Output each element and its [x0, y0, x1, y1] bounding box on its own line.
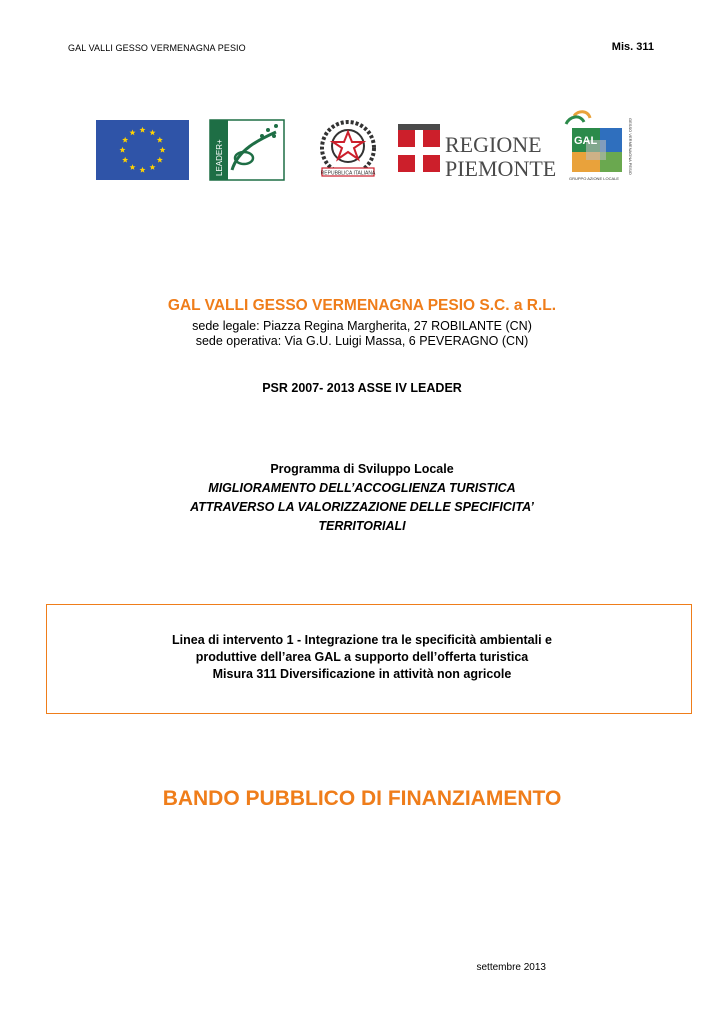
psr-title: PSR 2007- 2013 ASSE IV LEADER: [262, 381, 462, 395]
header-org-name: GAL VALLI GESSO VERMENAGNA PESIO: [68, 43, 246, 53]
programma-line1: MIGLIORAMENTO DELL’ACCOGLIENZA TURISTICA: [208, 481, 516, 495]
programma-block: [0, 460, 724, 536]
gal-side-text: GESSO VERMENAGNA PESIO: [628, 118, 633, 175]
regione-piemonte-logo: [398, 124, 556, 181]
org-name: GAL VALLI GESSO VERMENAGNA PESIO S.C. a R.L.: [167, 297, 557, 314]
leader-logo: [210, 120, 284, 180]
italy-emblem-icon: [321, 122, 376, 177]
sede-legale: sede legale: Piazza Regina Margherita, 27 ROBILANTE (CN): [192, 319, 532, 333]
linea-line1: Linea di intervento 1 - Integrazione tra le specificità ambientali e: [172, 633, 552, 647]
regione-line2: PIEMONTE: [445, 156, 557, 181]
italy-emblem-ribbon: REPUBBLICA ITALIANA: [320, 170, 376, 177]
gal-subtitle: GRUPPO AZIONE LOCALE: [569, 176, 620, 181]
gal-title: GAL: [574, 135, 598, 147]
programma-line3: TERRITORIALI: [318, 519, 406, 533]
eu-flag-icon: [96, 120, 189, 180]
bando-title: BANDO PUBBLICO DI FINANZIAMENTO: [162, 787, 562, 810]
regione-line1: REGIONE: [445, 132, 542, 157]
logos-strip: [0, 110, 724, 190]
linea-line3: Misura 311 Diversificazione in attività non agricole: [212, 667, 512, 681]
linea-line2: produttive dell’area GAL a supporto dell’offerta turistica: [195, 650, 529, 664]
header-measure: Mis. 311: [611, 41, 654, 53]
sede-operativa: sede operativa: Via G.U. Luigi Massa, 6 PEVERAGNO (CN): [195, 334, 529, 348]
leader-logo-text: LEADER+: [215, 139, 224, 176]
document-date: settembre 2013: [476, 962, 546, 973]
linea-intervento-text: [0, 632, 724, 683]
programma-intro: Programma di Sviluppo Locale: [270, 462, 454, 476]
programma-line2: ATTRAVERSO LA VALORIZZAZIONE DELLE SPECIFICITA’: [190, 500, 534, 514]
gal-logo: [566, 112, 633, 181]
